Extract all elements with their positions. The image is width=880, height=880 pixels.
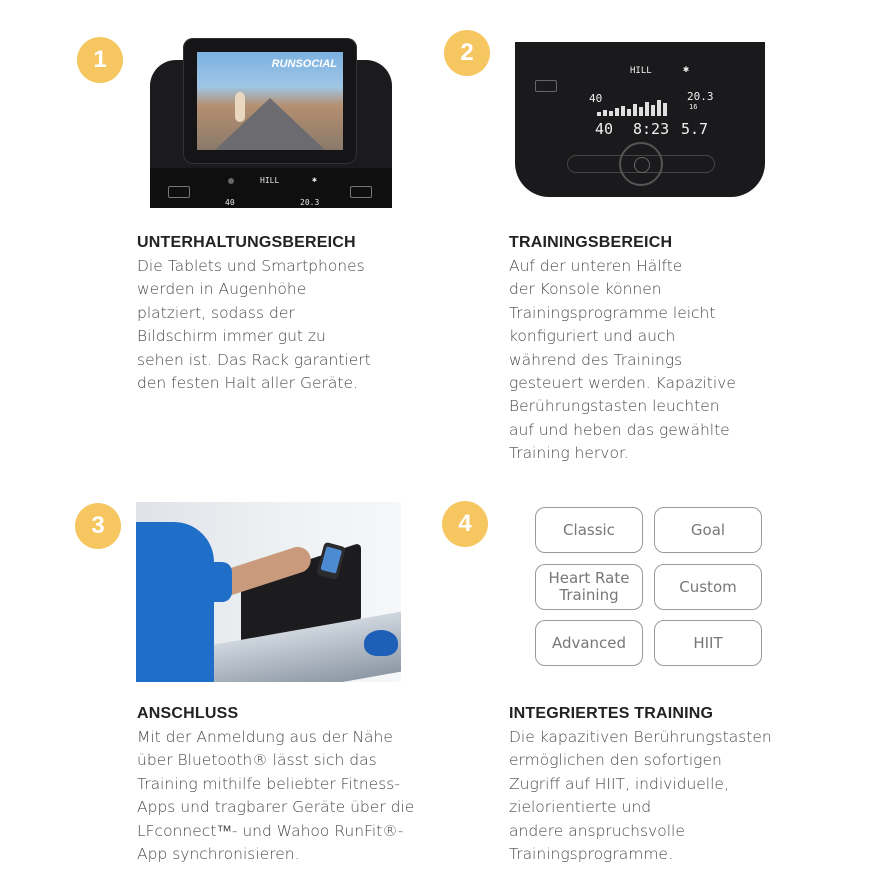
description-line: Auf der unteren Hälfte [509,257,683,275]
description-line: gesteuert werden. Kapazitive [509,374,736,393]
description-line: ermöglichen den sofortigen [509,751,722,770]
road-graphic [215,98,325,150]
section-title-3: ANSCHLUSS [137,705,239,722]
console-value-2: 8:23 [633,120,670,138]
person-sleeve [192,562,232,602]
description-line: Mit der Anmeldung aus der Nähe [137,728,393,746]
runner-figure [235,92,245,122]
description-line: konfiguriert und auch [509,327,676,346]
description-line: Bildschirm immer gut zu [137,327,326,346]
description-line: Berührungstasten leuchten [509,397,720,416]
console-top-left-value: 40 [589,92,603,105]
tablet-device [183,38,357,164]
section-description-2 [509,255,736,466]
console-mode-label: HILL [260,176,280,185]
description-line: über Bluetooth® lässt sich das [137,751,377,770]
section-description-3 [137,726,414,866]
description-line: der Konsole können [509,280,662,299]
program-button-goal [654,507,762,553]
program-label: Training [559,586,619,604]
description-line: andere anspruchsvolle [509,821,685,840]
person-shirt [136,522,214,682]
console-image-training [515,42,765,197]
app-logo: RUNSOCIAL [271,58,337,70]
bluetooth-icon: ✱ [312,175,317,184]
description-line: den festen Halt aller Geräte. [137,374,358,393]
program-label: HIIT [693,633,723,652]
console-value-1: 40 [595,120,614,138]
description-line: werden in Augenhöhe [137,280,307,299]
console-top-right-value: 20.3 [687,90,714,103]
console-button [168,186,190,198]
description-line: Training hervor. [509,444,629,463]
treadmill-handle [364,630,398,656]
step-badge-3: 3 [75,503,121,549]
console-readout-right: 20.3 [300,198,320,207]
program-button-hiit [654,620,762,666]
section-description-1 [137,255,371,395]
description-line: auf und heben das gewählte [509,420,730,439]
section-title-4: INTEGRIERTES TRAINING [509,705,714,722]
section-title-2: TRAININGSBEREICH [509,234,673,251]
console-top-right-sub: 16 [689,103,698,111]
program-label: Custom [679,577,737,596]
program-label: Heart Rate [548,569,630,587]
console-button [535,80,557,92]
description-line: Trainingsprogramme. [509,845,673,864]
step-badge-2: 2 [444,30,490,76]
section-description-4 [509,726,772,866]
description-line: LFconnect™- und Wahoo RunFit®- [137,821,404,840]
program-label: Classic [563,520,615,539]
description-line: App synchronisieren. [137,845,300,864]
console-readout-left: 40 [225,198,235,207]
workout-profile-bars [597,100,679,116]
treadmill-photo [136,502,401,682]
program-label: Goal [690,520,726,539]
description-line: Die Tablets und Smartphones [137,257,365,275]
step-badge-1: 1 [77,37,123,83]
console-indicator [228,178,234,184]
step-badge-4: 4 [442,501,488,547]
program-button-custom [654,564,762,610]
description-line: Apps und tragbarer Geräte über die [137,798,415,817]
description-line: während des Trainings [509,350,683,369]
program-button-advanced [535,620,643,666]
program-button-classic [535,507,643,553]
description-line: platziert, sodass der [137,303,295,322]
console-mode-label: HILL [630,66,652,76]
console-button [350,186,372,198]
description-line: Die kapazitiven Berührungstasten [509,728,772,746]
description-line: Trainingsprogramme leicht [509,303,716,322]
tablet-screen [197,52,343,150]
console-value-3: 5.7 [681,120,709,138]
section-title-1: UNTERHALTUNGSBEREICH [137,234,356,251]
program-button-heart-rate [535,564,643,610]
description-line: zielorientierte und [509,798,652,817]
dpad-icon [619,142,663,186]
description-line: Training mithilfe beliebter Fitness- [137,774,400,793]
bluetooth-icon: ✱ [683,64,690,75]
program-label: Advanced [551,633,627,652]
description-line: Zugriff auf HIIT, individuelle, [509,774,729,793]
description-line: sehen ist. Das Rack garantiert [137,350,371,369]
